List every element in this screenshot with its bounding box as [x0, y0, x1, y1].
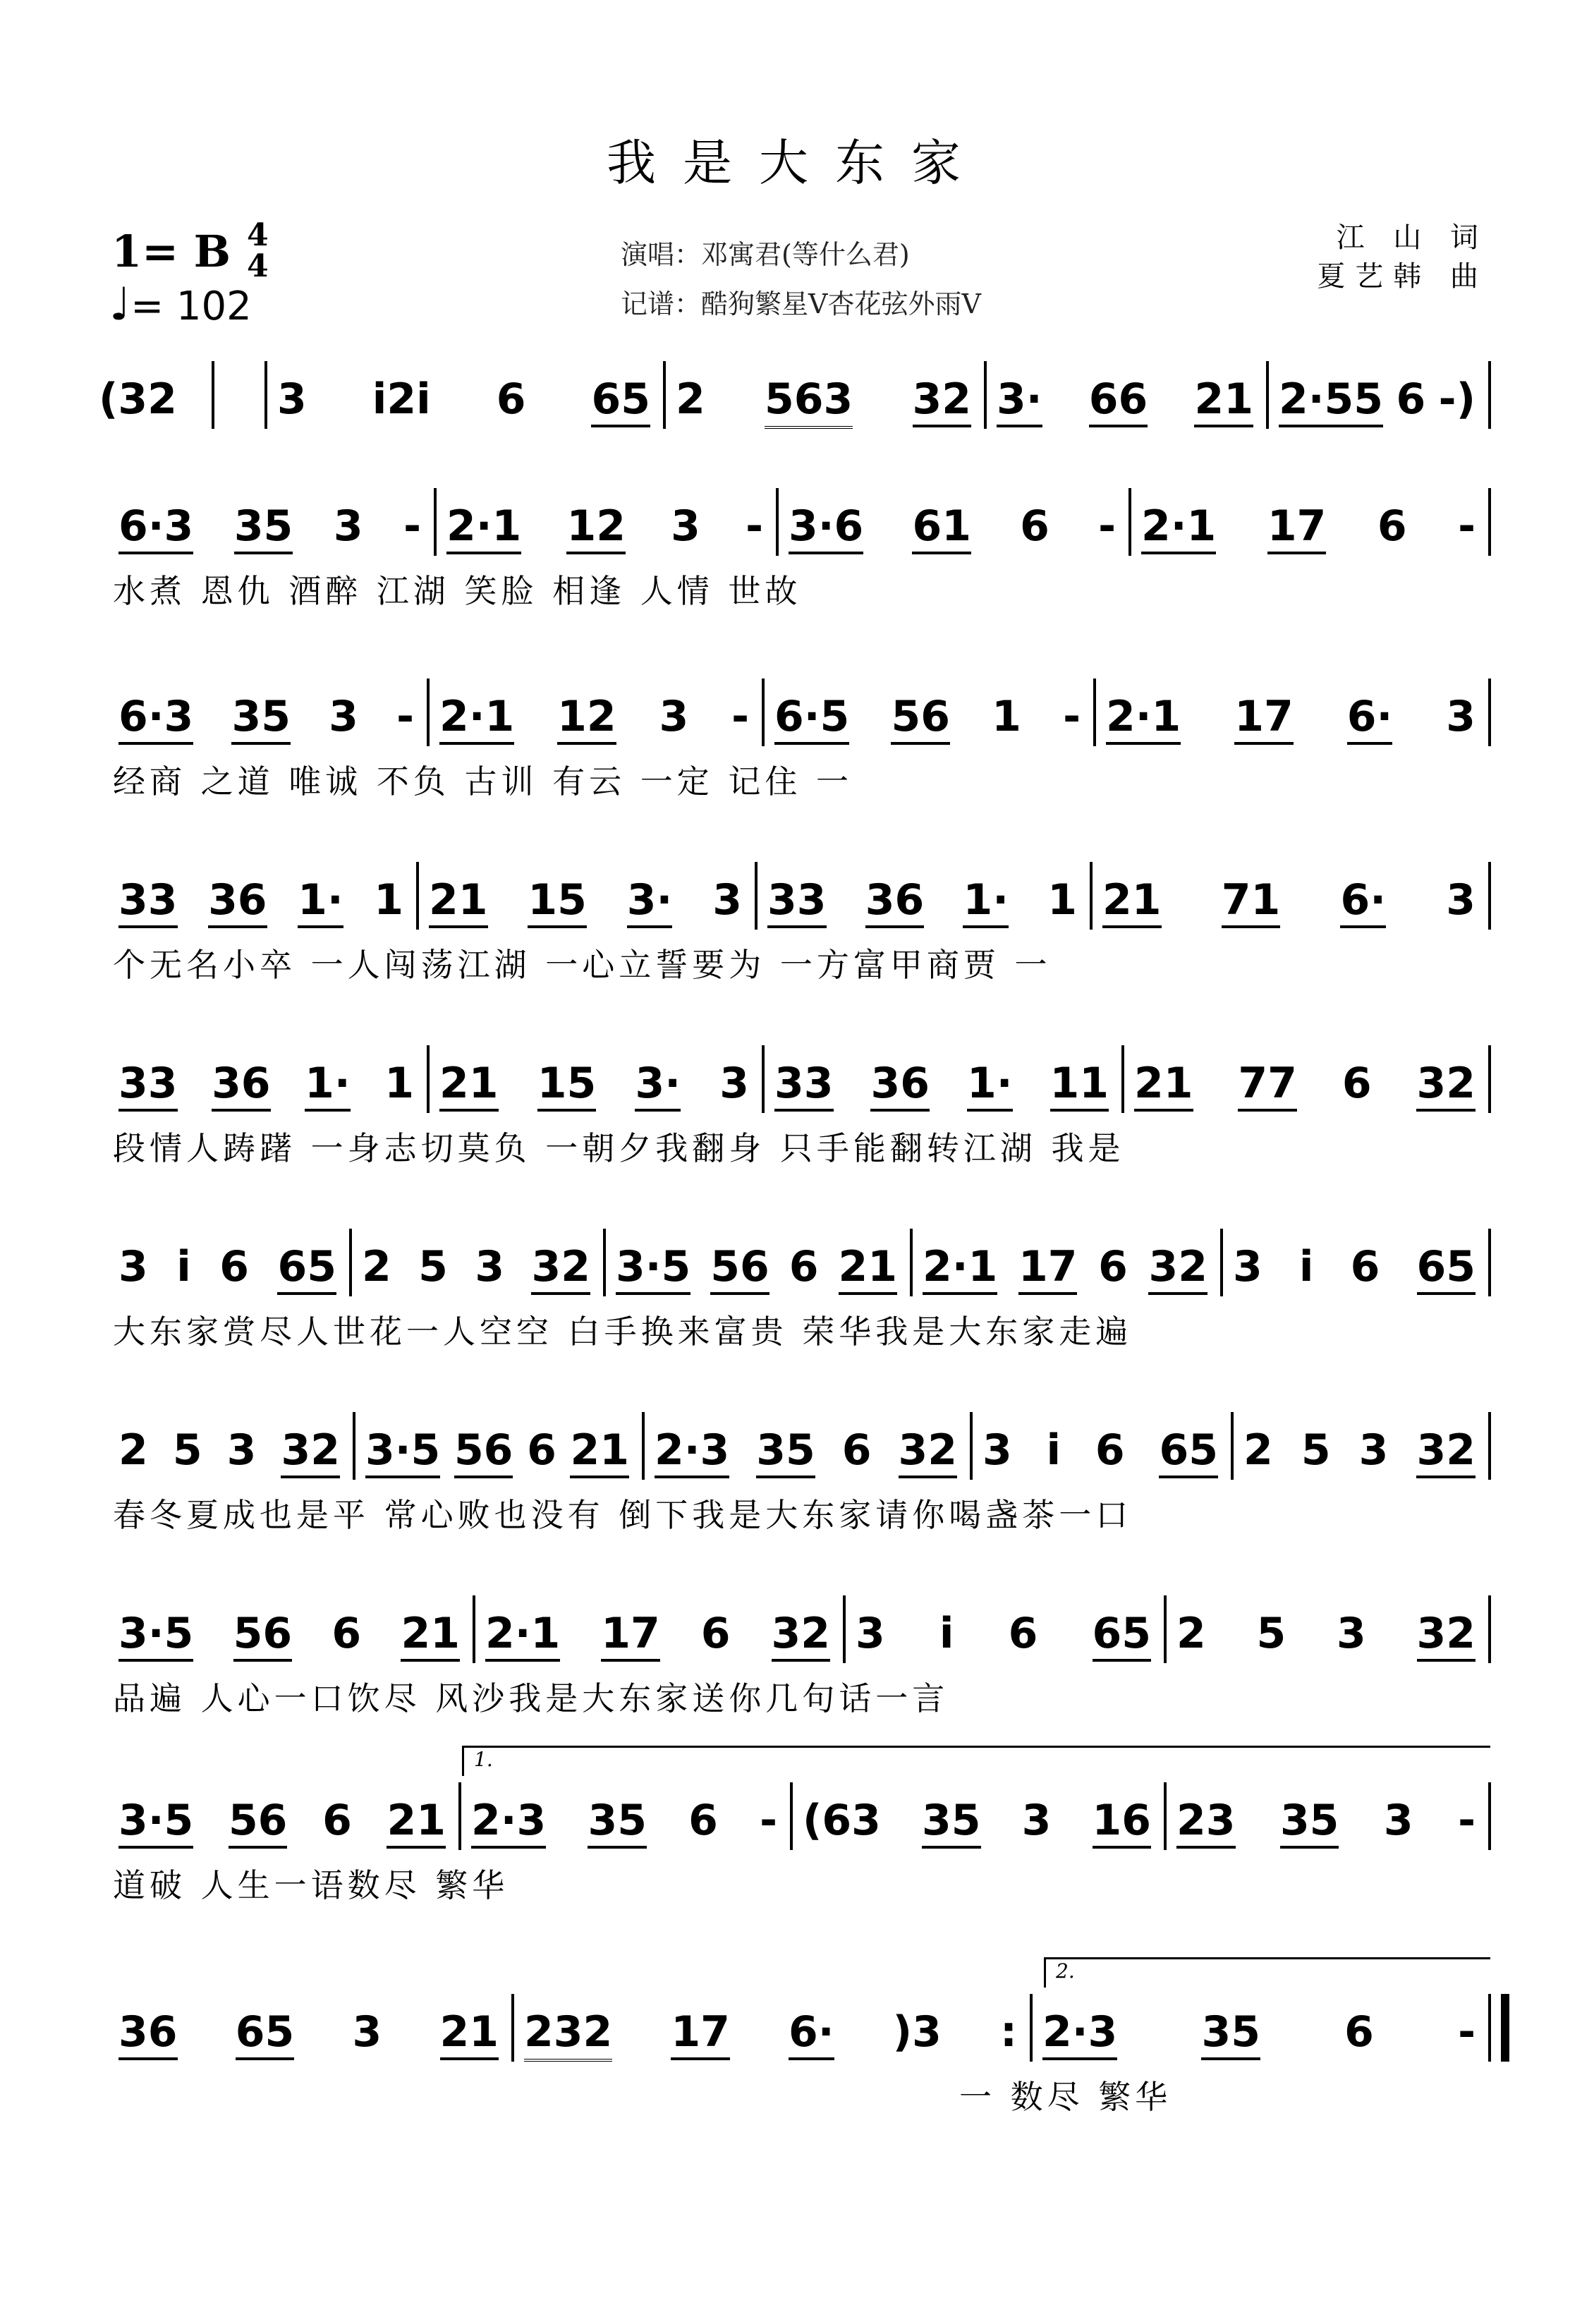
note-group: 3: [712, 875, 742, 925]
lyric-line: 水煮 恩仇 酒醉 江湖 笑脸 相逢 人情 世故: [113, 572, 802, 610]
note-group: 65: [236, 2007, 295, 2060]
note-group: 6·: [789, 2007, 834, 2060]
note-group: )3: [892, 2007, 942, 2057]
measure: [485, 1608, 830, 1679]
barline: [762, 1045, 765, 1113]
note-group: 12: [557, 691, 616, 745]
score-line: [106, 1241, 1488, 1351]
measure: [439, 691, 749, 762]
note-group: 71: [1222, 875, 1281, 928]
note-group: 1: [374, 875, 403, 925]
singer-credit: 演唱：邓寓君(等什么君): [621, 239, 910, 270]
note-group: 15: [537, 1058, 597, 1112]
note-group: 3: [659, 692, 689, 741]
barline: [642, 1412, 645, 1480]
note-group: 66: [1089, 374, 1148, 427]
note-group: 32: [1416, 1058, 1476, 1112]
note-group: 33: [767, 875, 827, 928]
time-sig-top: 4: [247, 217, 269, 253]
lyric-line: 大东家赏尽人世花一人空空 白手换来富贵 荣华我是大东家走遍: [113, 1313, 1133, 1351]
barline: [353, 1412, 355, 1480]
note-group: 6: [1008, 1609, 1038, 1658]
note-group: 17: [601, 1608, 660, 1662]
note-group: 563: [765, 374, 853, 429]
measure: [118, 1608, 460, 1679]
note-group: 6: [527, 1425, 556, 1475]
measure: [1279, 374, 1476, 444]
barline: [264, 361, 267, 429]
note-group: 3·: [627, 875, 673, 928]
note-group: i: [1046, 1425, 1061, 1475]
note-group: 77: [1238, 1058, 1297, 1112]
barline: [1093, 679, 1096, 746]
note-group: 3: [1446, 692, 1476, 741]
note-group: 21: [1134, 1058, 1193, 1112]
measure: [118, 501, 421, 571]
note-group: 35: [588, 1795, 647, 1849]
note-group: 32: [1416, 1425, 1476, 1478]
note-group: 35: [922, 1795, 981, 1849]
note-group: 35: [756, 1425, 815, 1478]
measure: [99, 374, 252, 444]
barline: [663, 361, 666, 429]
barline: [1488, 1045, 1491, 1113]
note-group: 3·5: [118, 1608, 193, 1662]
note-group: 2·3: [471, 1795, 546, 1849]
note-group: 65: [1417, 1241, 1476, 1295]
note-group: 1: [384, 1059, 414, 1108]
measure: [1042, 2007, 1476, 2077]
lyric-line: 春冬夏成也是平 常心败也没有 倒下我是大东家请你喝盏茶一口: [113, 1496, 1133, 1534]
note-group: 21: [839, 1241, 898, 1295]
note-group: 1: [992, 692, 1021, 741]
note-group: 56: [454, 1425, 513, 1478]
note-group: 32: [899, 1425, 958, 1478]
barline: [776, 488, 779, 556]
measure: [616, 1241, 897, 1312]
note-group: 3: [352, 2007, 382, 2057]
measure: [923, 1241, 1207, 1312]
note-group: 35: [234, 501, 293, 554]
measure: [774, 691, 1081, 762]
note-group: 1·: [967, 1058, 1013, 1112]
note-group: 3: [1021, 1796, 1052, 1845]
score-line: [99, 374, 1488, 458]
key-signature: 1= B: [111, 226, 231, 277]
tempo: [109, 279, 252, 331]
note-group: 3: [226, 1425, 257, 1475]
note-group: 6·3: [118, 691, 193, 745]
measure: [429, 875, 742, 945]
time-sig-bottom: 4: [247, 248, 269, 284]
barline: [1231, 1412, 1234, 1480]
note-group: 3: [333, 501, 363, 551]
note-group: 5: [418, 1242, 448, 1291]
volta-bracket: [1044, 1957, 1490, 1988]
note-group: 2: [1243, 1425, 1273, 1475]
note-group: 6: [700, 1609, 731, 1658]
note-group: 3: [719, 1059, 749, 1108]
note-group: -: [746, 501, 763, 551]
note-group: i: [176, 1242, 191, 1291]
note-group: 21: [1102, 875, 1162, 928]
note-group: 33: [774, 1058, 834, 1112]
note-group: 6: [841, 1425, 872, 1475]
note-group: 3: [118, 1242, 148, 1291]
note-group: 6: [1350, 1242, 1380, 1291]
note-group: :: [999, 2007, 1017, 2057]
lyric-line: 品遍 人心一口饮尽 风沙我是大东家送你几句话一言: [113, 1679, 949, 1717]
volta-bracket: [462, 1746, 1490, 1776]
measure: [1243, 1425, 1476, 1495]
score-line: [106, 1425, 1488, 1534]
barline: [511, 1994, 514, 2062]
score-line: [106, 501, 1488, 610]
lyric-line: 段情人踌躇 一身志切莫负 一朝夕我翻身 只手能翻转江湖 我是: [113, 1129, 1125, 1167]
note-group: 17: [671, 2007, 730, 2060]
note-group: 3: [329, 692, 358, 741]
note-group: 3: [1358, 1425, 1389, 1475]
note-group: 2·1: [1106, 691, 1181, 745]
measure: [803, 1795, 1151, 1866]
note-group: 33: [118, 1058, 178, 1112]
note-group: 2·1: [446, 501, 521, 554]
note-group: 56: [710, 1241, 769, 1295]
barline: [349, 1229, 352, 1296]
note-group: -: [731, 692, 749, 741]
note-group: 3: [856, 1609, 885, 1658]
lyric-line: 道破 人生一语数尽 繁华: [113, 1866, 509, 1904]
note-group: 2·1: [923, 1241, 997, 1295]
note-group: 12: [566, 501, 626, 554]
measure: [1106, 691, 1476, 762]
barline: [1164, 1595, 1167, 1663]
measure: [118, 1058, 414, 1128]
note-group: 6·: [1347, 691, 1393, 745]
quarter-note-icon: ♩: [109, 279, 131, 331]
note-group: 3: [1337, 1609, 1366, 1658]
measure: [439, 1058, 749, 1128]
note-group: i2i: [372, 375, 431, 424]
lyric-line: 一 数尽 繁华: [959, 2078, 1172, 2116]
note-group: 1·: [298, 875, 343, 928]
note-group: 6: [1341, 1059, 1372, 1108]
barline: [416, 862, 419, 930]
note-group: 2·1: [1141, 501, 1216, 554]
barline: [1090, 862, 1093, 930]
note-group: -: [1098, 501, 1116, 551]
note-group: 6: [688, 1796, 718, 1845]
note-group: 32: [1417, 1608, 1476, 1662]
note-group: 65: [591, 374, 650, 427]
note-group: 21: [401, 1608, 460, 1662]
note-group: 17: [1018, 1241, 1078, 1295]
note-group: 35: [1280, 1795, 1339, 1849]
tempo-value: = 102: [130, 284, 252, 329]
note-group: 36: [118, 2007, 178, 2060]
barline: [1164, 1782, 1167, 1850]
note-group: (63: [803, 1796, 881, 1845]
note-group: 5: [1301, 1425, 1331, 1475]
note-group: 33: [118, 875, 178, 928]
note-group: 32: [913, 374, 972, 427]
note-group: 6·: [1340, 875, 1386, 928]
note-group: -: [403, 501, 421, 551]
note-group: (32: [99, 375, 177, 424]
note-group: 56: [891, 691, 950, 745]
barline: [1128, 488, 1131, 556]
barline: [755, 862, 758, 930]
note-group: 3·: [635, 1058, 681, 1112]
note-group: 65: [1093, 1608, 1152, 1662]
note-group: 21: [1194, 374, 1253, 427]
note-group: 21: [387, 1795, 446, 1849]
measure: [118, 2007, 499, 2077]
lyric-line: 个无名小卒 一人闯荡江湖 一心立誓要为 一方富甲商贾 一: [113, 946, 1052, 984]
note-group: 6: [331, 1609, 362, 1658]
barline: [1030, 1994, 1033, 2062]
barline: [1488, 361, 1491, 429]
note-group: 65: [277, 1241, 336, 1295]
note-group: 6: [789, 1242, 819, 1291]
note-group: 1·: [305, 1058, 351, 1112]
note-group: 1: [1047, 875, 1077, 925]
note-group: 36: [870, 1058, 930, 1112]
note-group: 3·: [997, 374, 1042, 427]
score-line: [106, 1058, 1488, 1167]
measure: [789, 501, 1116, 571]
note-group: 6: [322, 1796, 352, 1845]
note-group: 61: [912, 501, 971, 554]
barline: [1488, 1994, 1509, 2062]
measure: [362, 1241, 590, 1312]
score-line: [106, 691, 1488, 801]
measure: [365, 1425, 629, 1495]
barline: [434, 488, 437, 556]
measure: [774, 1058, 1109, 1128]
barline: [1488, 1229, 1491, 1296]
note-group: 5: [172, 1425, 202, 1475]
note-group: 2: [362, 1242, 391, 1291]
time-signature: [247, 217, 269, 284]
note-group: -: [1458, 2007, 1476, 2057]
measure: [655, 1425, 957, 1495]
note-group: 2·1: [439, 691, 514, 745]
measure: [1102, 875, 1476, 945]
note-group: 21: [440, 2007, 499, 2060]
barline: [910, 1229, 913, 1296]
note-group: 6: [496, 375, 526, 424]
note-group: 3: [1383, 1796, 1413, 1845]
measure: [1176, 1608, 1476, 1679]
volta-number: 2.: [1056, 1959, 1075, 1983]
note-group: 36: [208, 875, 267, 928]
note-group: 6: [1098, 1242, 1128, 1291]
barline: [458, 1782, 461, 1850]
measure: [767, 875, 1077, 945]
note-group: 6: [1095, 1425, 1125, 1475]
measure: [471, 1795, 777, 1866]
note-group: 3: [1446, 875, 1476, 925]
barline: [473, 1595, 475, 1663]
measure: [997, 374, 1253, 444]
note-group: 56: [233, 1608, 293, 1662]
note-group: -: [1063, 692, 1081, 741]
barline: [1488, 488, 1491, 556]
note-group: 3: [277, 375, 307, 424]
note-group: 2·55: [1279, 374, 1383, 427]
note-group: 6: [1377, 501, 1407, 551]
note-group: 1·: [963, 875, 1009, 928]
lyric-line: 经商 之道 唯诚 不负 古训 有云 一定 记住 一: [113, 762, 853, 801]
volta-number: 1.: [474, 1748, 493, 1771]
note-group: 65: [1159, 1425, 1218, 1478]
barline: [1488, 1595, 1491, 1663]
note-group: 36: [865, 875, 925, 928]
barline: [970, 1412, 973, 1480]
measure: [118, 691, 414, 762]
lyricist-credit: 江 山 词: [1336, 221, 1488, 254]
measure: [118, 1425, 340, 1495]
note-group: 2·3: [655, 1425, 729, 1478]
measure: [1141, 501, 1476, 571]
note-group: 36: [212, 1058, 271, 1112]
barline: [762, 679, 765, 746]
note-group: 32: [281, 1425, 340, 1478]
note-group: 6: [1020, 501, 1050, 551]
measure: [118, 875, 403, 945]
note-group: 35: [1201, 2007, 1260, 2060]
measure: [1233, 1241, 1476, 1312]
measure: [856, 1608, 1151, 1679]
note-group: 32: [1148, 1241, 1207, 1295]
barline: [843, 1595, 846, 1663]
measure: [676, 374, 971, 444]
note-group: -: [396, 692, 414, 741]
note-group: 2·1: [485, 1608, 560, 1662]
note-group: 11: [1050, 1058, 1109, 1112]
measure: [1134, 1058, 1476, 1128]
measure: [118, 1795, 446, 1866]
barline: [1266, 361, 1269, 429]
measure: [277, 374, 650, 444]
measure: [1176, 1795, 1476, 1866]
note-group: i: [939, 1609, 954, 1658]
score-line: [106, 1959, 1488, 2116]
note-group: -: [760, 1796, 777, 1845]
composer-credit: 夏艺韩 曲: [1317, 260, 1488, 293]
note-group: 35: [231, 691, 291, 745]
barline: [1488, 1412, 1491, 1480]
note-group: 6: [219, 1242, 250, 1291]
note-group: 2·3: [1042, 2007, 1117, 2060]
note-group: 3·6: [789, 501, 863, 554]
note-group: 21: [439, 1058, 499, 1112]
note-group: 16: [1093, 1795, 1152, 1849]
note-group: 56: [229, 1795, 288, 1849]
note-group: 6: [1396, 375, 1426, 424]
barline: [984, 361, 987, 429]
note-group: 2: [1176, 1609, 1206, 1658]
note-group: -: [1458, 1796, 1476, 1845]
note-group: 3: [671, 501, 700, 551]
note-group: 6·3: [118, 501, 193, 554]
score-line: [106, 1608, 1488, 1717]
note-group: 6: [1344, 2007, 1374, 2057]
barline: [790, 1782, 793, 1850]
note-group: 21: [429, 875, 488, 928]
barline: [1488, 1782, 1491, 1850]
note-group: 6·5: [774, 691, 849, 745]
transcriber-credit: 记谱：酷狗繁星V杏花弦外雨V: [621, 288, 981, 320]
note-group: 21: [570, 1425, 629, 1478]
note-group: 3·5: [616, 1241, 690, 1295]
note-group: 3·5: [118, 1795, 193, 1849]
barline: [1488, 862, 1491, 930]
note-group: 2: [118, 1425, 148, 1475]
note-group: 3: [982, 1425, 1012, 1475]
note-group: 5: [1256, 1609, 1286, 1658]
note-group: 232: [524, 2007, 612, 2062]
note-group: 23: [1176, 1795, 1236, 1849]
note-group: 3: [1233, 1242, 1263, 1291]
barline: [1488, 679, 1491, 746]
measure: [446, 501, 763, 571]
barline: [603, 1229, 606, 1296]
note-group: 3·5: [365, 1425, 440, 1478]
note-group: 3: [475, 1242, 505, 1291]
note-group: 17: [1234, 691, 1294, 745]
note-group: -: [1458, 501, 1476, 551]
measure: [982, 1425, 1218, 1495]
note-group: 2: [676, 375, 705, 424]
note-group: 15: [528, 875, 587, 928]
barline: [1121, 1045, 1124, 1113]
note-group: 32: [531, 1241, 590, 1295]
note-group: 32: [772, 1608, 831, 1662]
note-group: -): [1438, 375, 1476, 424]
barline: [1220, 1229, 1223, 1296]
barline: [427, 679, 430, 746]
score-line: [106, 875, 1488, 984]
note-group: 17: [1267, 501, 1327, 554]
measure: [118, 1241, 336, 1312]
page-title: 我是大东家: [607, 134, 987, 192]
barline: [427, 1045, 430, 1113]
measure: [524, 2007, 1017, 2077]
score-line: [106, 1748, 1488, 1904]
note-group: i: [1298, 1242, 1314, 1291]
